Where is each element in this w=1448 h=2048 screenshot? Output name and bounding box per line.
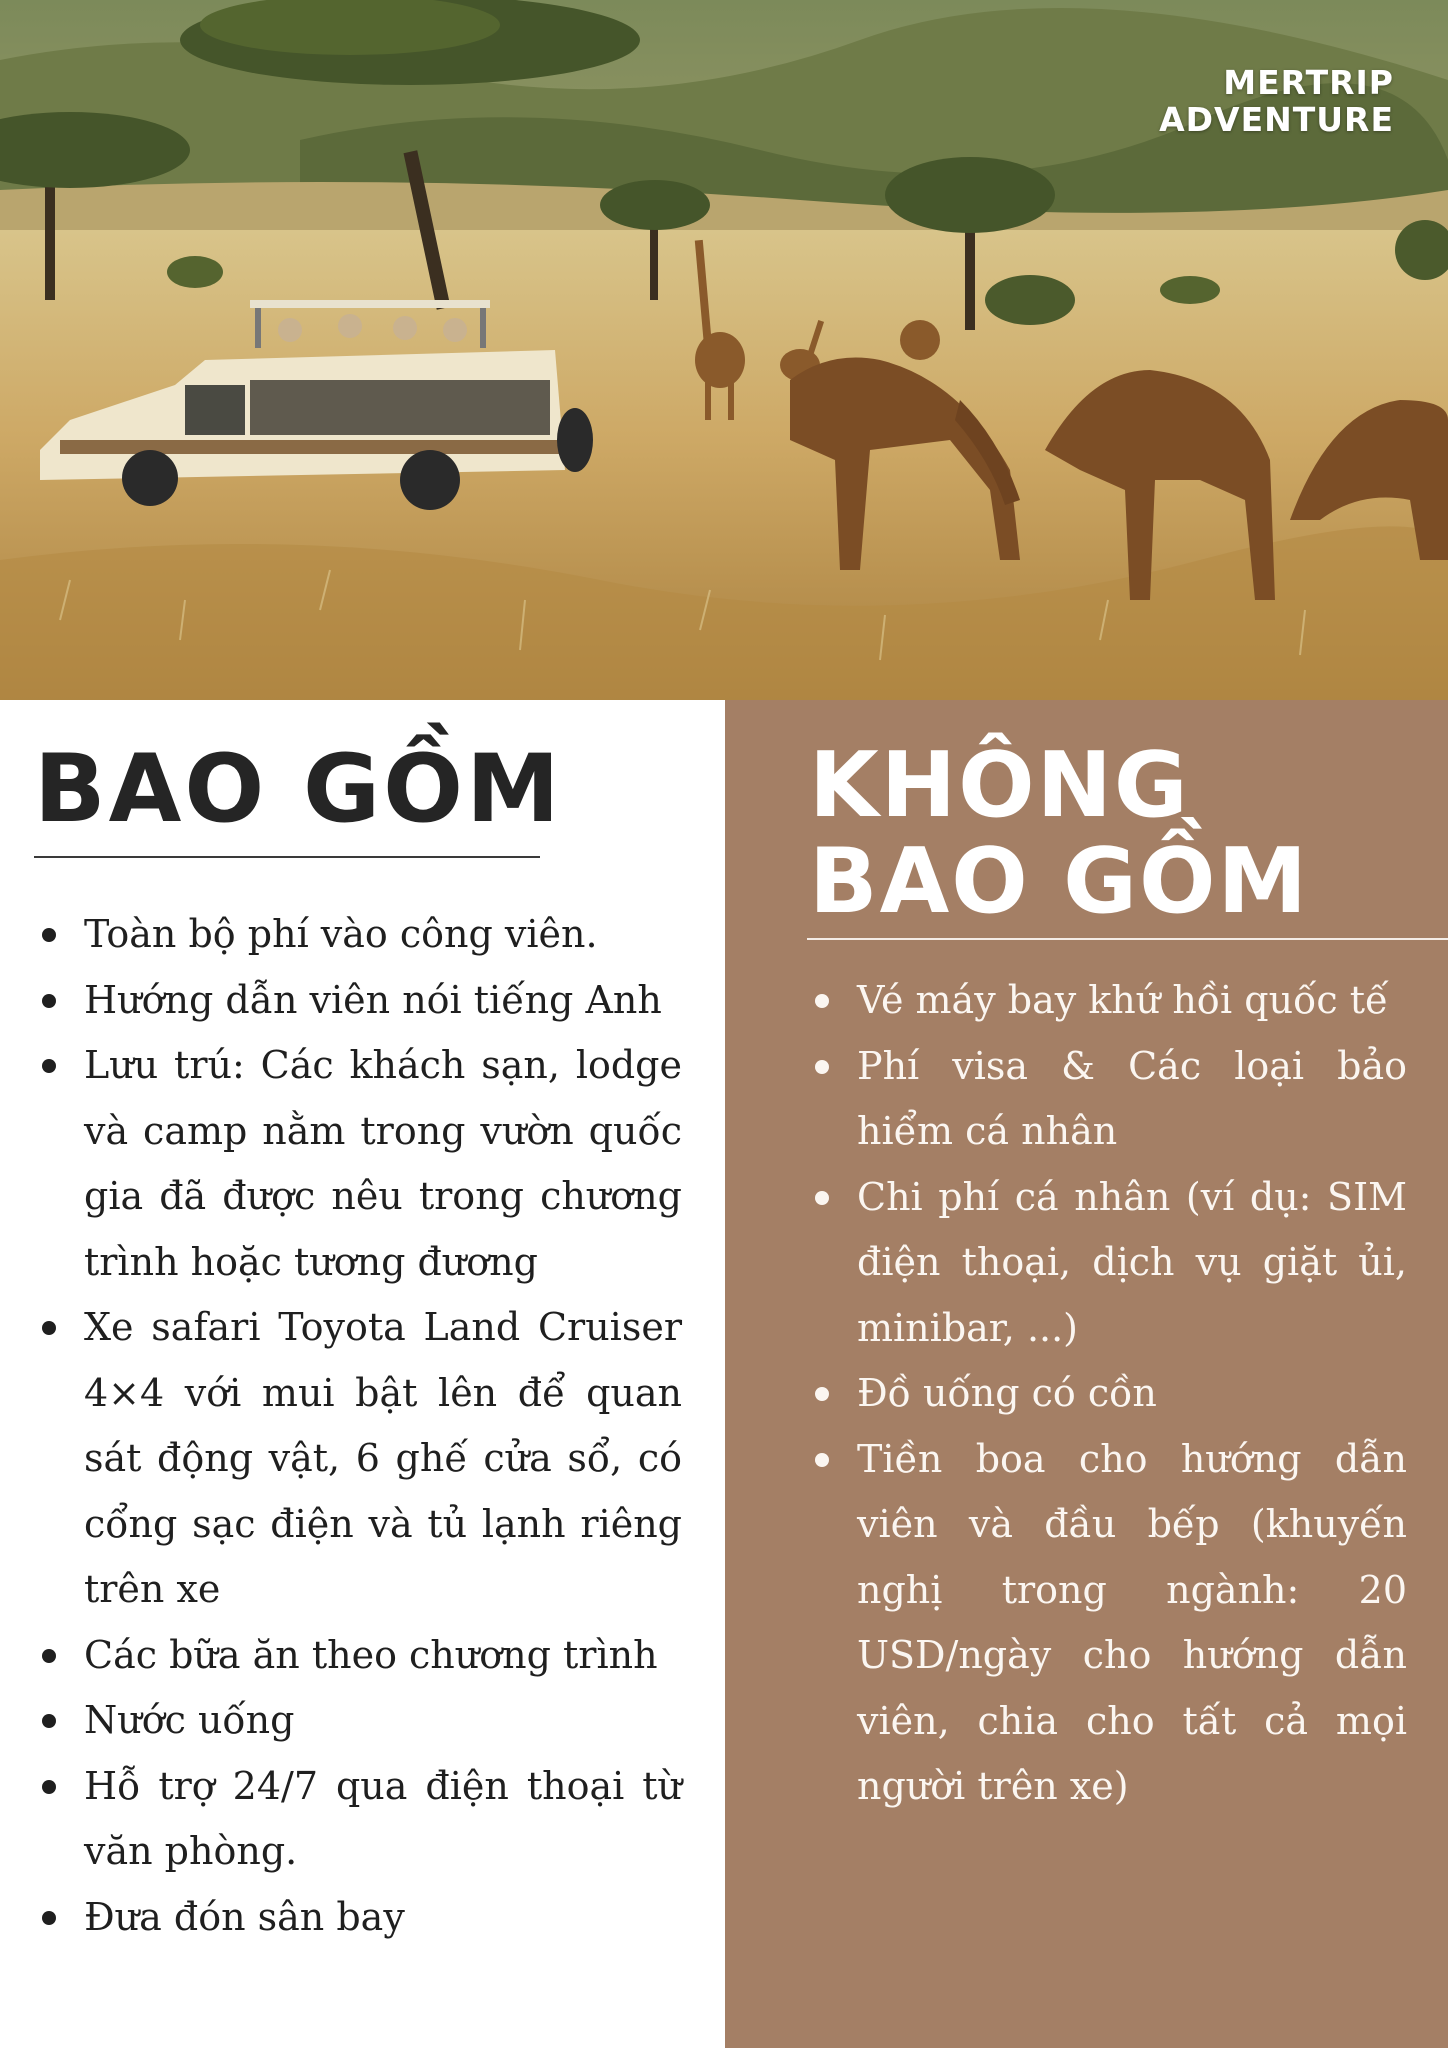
excluded-title (809, 733, 1310, 934)
excluded-item: Tiền boa cho hướng dẫn viên và đầu bếp (khuyến nghị trong ngành: 20 USD/ngày cho hướng dẫn viên, chia cho tất cả mọi người trên xe) (807, 1427, 1407, 1820)
excluded-title-line-2: BAO GỒM (809, 829, 1310, 934)
brand-line-1: MERTRIP (1223, 63, 1394, 102)
included-item: Xe safari Toyota Land Cruiser 4×4 với mui bật lên để quan sát động vật, 6 ghế cửa sổ, có cổng sạc điện và tủ lạnh riêng trên xe (34, 1295, 682, 1623)
included-section (0, 700, 725, 2048)
excluded-item: Đồ uống có cồn (807, 1361, 1407, 1427)
excluded-item: Chi phí cá nhân (ví dụ: SIM điện thoại, dịch vụ giặt ủi, minibar, ...) (807, 1165, 1407, 1362)
brand-logo (1159, 64, 1394, 138)
brand-line-2: ADVENTURE (1159, 100, 1394, 139)
excluded-section (725, 700, 1448, 2048)
included-item: Các bữa ăn theo chương trình (34, 1623, 682, 1689)
included-item: Hỗ trợ 24/7 qua điện thoại từ văn phòng. (34, 1754, 682, 1885)
hero-photo (0, 0, 1448, 700)
excluded-title-line-1: KHÔNG (809, 733, 1190, 838)
included-list (34, 902, 682, 1950)
included-title: BAO GỒM (34, 735, 563, 844)
included-divider (34, 856, 540, 858)
included-item: Toàn bộ phí vào công viên. (34, 902, 682, 968)
excluded-list (807, 968, 1407, 1820)
excluded-item: Phí visa & Các loại bảo hiểm cá nhân (807, 1034, 1407, 1165)
included-item: Đưa đón sân bay (34, 1885, 682, 1951)
excluded-item: Vé máy bay khứ hồi quốc tế (807, 968, 1407, 1034)
excluded-divider (807, 938, 1448, 940)
included-item: Hướng dẫn viên nói tiếng Anh (34, 968, 682, 1034)
included-item: Nước uống (34, 1688, 682, 1754)
included-item: Lưu trú: Các khách sạn, lodge và camp nằm trong vườn quốc gia đã được nêu trong chương trình hoặc tương đương (34, 1033, 682, 1295)
